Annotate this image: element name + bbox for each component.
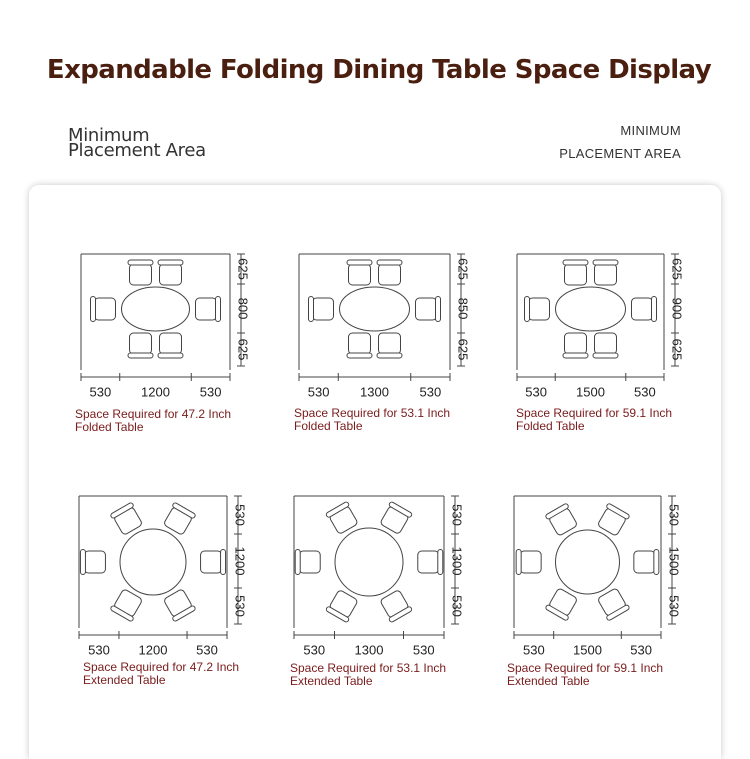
chair-back [377,260,402,265]
table-top [122,287,190,331]
chair-seat [196,298,217,320]
chair-icon [516,550,541,575]
folded-diagram-3-svg [517,254,692,400]
subtitle-right-line2: PLACEMENT AREA [559,146,681,161]
extended-diagram-2-svg [294,496,469,656]
chair-seat [634,551,655,573]
dim-label-length: 1200 [141,384,170,400]
dim-label-left: 530 [307,384,330,400]
chair-seat [95,298,116,320]
dim-label-mid: 1200 [232,546,248,576]
chair-back [593,353,618,358]
dim-label-mid: 800 [235,297,251,320]
dim-label-bottom: 625 [455,338,471,361]
caption-line: Extended Table [290,674,373,688]
table-top [335,528,403,596]
chair-back [347,353,372,358]
chair-seat [313,298,334,320]
dim-label-mid: 1300 [449,546,465,576]
chair-back [221,550,226,575]
caption-line: Folded Table [75,420,144,434]
chair-icon [634,550,659,575]
chair-back [128,260,153,265]
dim-label-length: 1300 [354,642,384,658]
chair-seat [565,264,587,285]
chair-back [525,297,530,322]
chair-seat [595,333,617,354]
chair-back [516,550,521,575]
caption-line: Folded Table [294,419,363,433]
chair-icon [378,589,412,623]
chair-seat [595,264,617,285]
extended-diagram-1 [79,496,254,656]
dim-label-bottom: 530 [232,595,248,617]
page-title: Expandable Folding Dining Table Space Display [46,55,712,85]
chair-seat [349,264,371,285]
chair-icon [325,501,359,535]
chair-icon [593,260,618,285]
chair-icon [596,587,630,621]
chair-seat [529,298,550,320]
extended-diagram-2 [294,496,469,656]
chair-icon [563,333,588,358]
table-top [120,529,186,595]
subtitle-left-line2: Placement Area [68,140,206,161]
chair-seat [299,551,320,573]
chair-seat [416,298,437,320]
chair-back [309,297,314,322]
chair-seat [520,551,541,573]
caption-line: Extended Table [507,674,590,688]
dim-label-mid: 850 [455,297,471,320]
chair-icon [158,260,183,285]
chair-icon [545,503,579,537]
dim-label-left: 530 [522,642,545,658]
chair-icon [110,502,144,536]
extended-diagram-3-svg [514,496,689,656]
dim-label-right: 530 [196,642,218,658]
dim-label-top: 530 [232,504,248,526]
chair-back [91,297,96,322]
dim-label-bottom: 625 [235,338,251,361]
dim-label-right: 530 [630,642,653,658]
chair-back [158,353,183,358]
dim-label-right: 530 [412,642,435,658]
dim-label-top: 625 [455,258,471,280]
chair-seat [130,264,152,285]
extended-caption-2 [290,662,446,688]
chair-back [158,260,183,265]
dim-label-top: 530 [666,504,682,526]
dim-label-top: 530 [449,504,465,526]
folded-diagram-2 [299,254,474,400]
chair-icon [593,333,618,358]
dim-label-right: 530 [199,384,222,400]
chair-seat [160,264,182,285]
chair-icon [295,550,320,575]
dim-label-top: 625 [669,258,685,280]
chair-seat [632,298,653,320]
chair-icon [309,297,334,322]
chair-seat [418,551,439,573]
dim-label-right: 530 [634,384,656,400]
chair-back [654,550,659,575]
caption-line: Folded Table [516,419,585,433]
caption-line: Space Required for 53.1 Inch [294,406,451,420]
chair-icon [525,297,550,322]
folded-diagram-2-svg [299,254,474,400]
chair-icon [416,297,441,322]
chair-back [377,353,402,358]
dim-label-mid: 1500 [666,546,682,576]
chair-icon [128,260,153,285]
dim-label-left: 530 [525,384,547,400]
chair-icon [377,260,402,285]
chair-seat [160,333,182,354]
dim-label-length: 1300 [360,384,389,400]
dim-label-left: 530 [303,642,326,658]
chair-back [563,353,588,358]
dim-label-right: 530 [419,384,442,400]
subtitle-left [68,125,206,161]
dim-label-top: 625 [235,258,251,280]
chair-back [295,550,300,575]
caption-line: Space Required for 47.2 Inch [75,407,232,421]
dim-label-bottom: 530 [449,595,465,617]
chair-icon [201,550,226,575]
chair-back [652,297,657,322]
chair-back [563,260,588,265]
caption-line: Space Required for 47.2 Inch [83,660,240,674]
chair-back [216,297,221,322]
folded-diagram-1-svg [81,254,256,400]
chair-icon [110,588,144,622]
chair-back [436,297,441,322]
chair-icon [91,297,116,322]
chair-seat [565,333,587,354]
chair-icon [347,333,372,358]
folded-caption-2 [294,407,450,433]
chair-icon [545,587,579,621]
folded-caption-1 [75,408,231,434]
chair-seat [379,333,401,354]
extended-caption-3 [507,662,663,688]
dim-label-bottom: 625 [669,338,685,361]
caption-line: Space Required for 59.1 Inch [507,661,664,675]
chair-back [347,260,372,265]
folded-diagram-3 [517,254,692,400]
chair-icon [378,501,412,535]
chair-icon [162,588,196,622]
chair-icon [596,503,630,537]
chair-icon [563,260,588,285]
chair-back [128,353,153,358]
extended-caption-1 [83,661,239,687]
dim-label-bottom: 530 [666,595,682,617]
chair-icon [196,297,221,322]
chair-back [438,550,443,575]
chair-icon [128,333,153,358]
caption-line: Extended Table [83,673,166,687]
folded-diagram-1 [81,254,256,400]
table-top [340,287,410,331]
chair-icon [418,550,443,575]
dim-label-left: 530 [89,384,112,400]
dim-label-length: 1200 [138,642,168,658]
table-top [556,530,620,594]
chair-back [593,260,618,265]
dim-label-length: 1500 [573,642,602,658]
chair-seat [201,551,222,573]
table-top [556,287,626,331]
chair-icon [377,333,402,358]
chair-icon [80,550,105,575]
caption-line: Space Required for 53.1 Inch [290,661,447,675]
chair-back [80,550,85,575]
chair-seat [349,333,371,354]
chair-seat [379,264,401,285]
dim-label-left: 530 [88,642,110,658]
chair-icon [158,333,183,358]
folded-caption-3 [516,407,672,433]
chair-icon [347,260,372,285]
chair-icon [325,589,359,623]
extended-diagram-1-svg [79,496,254,656]
subtitle-right-line1: MINIMUM [620,123,681,138]
chair-icon [162,502,196,536]
subtitle-right [559,119,681,165]
caption-line: Space Required for 59.1 Inch [516,406,673,420]
dim-label-length: 1500 [576,384,605,400]
dim-label-mid: 900 [669,297,685,320]
subtitle-left-line1: Minimum [68,125,150,146]
chair-seat [84,551,105,573]
chair-icon [632,297,657,322]
extended-diagram-3 [514,496,689,656]
chair-seat [130,333,152,354]
